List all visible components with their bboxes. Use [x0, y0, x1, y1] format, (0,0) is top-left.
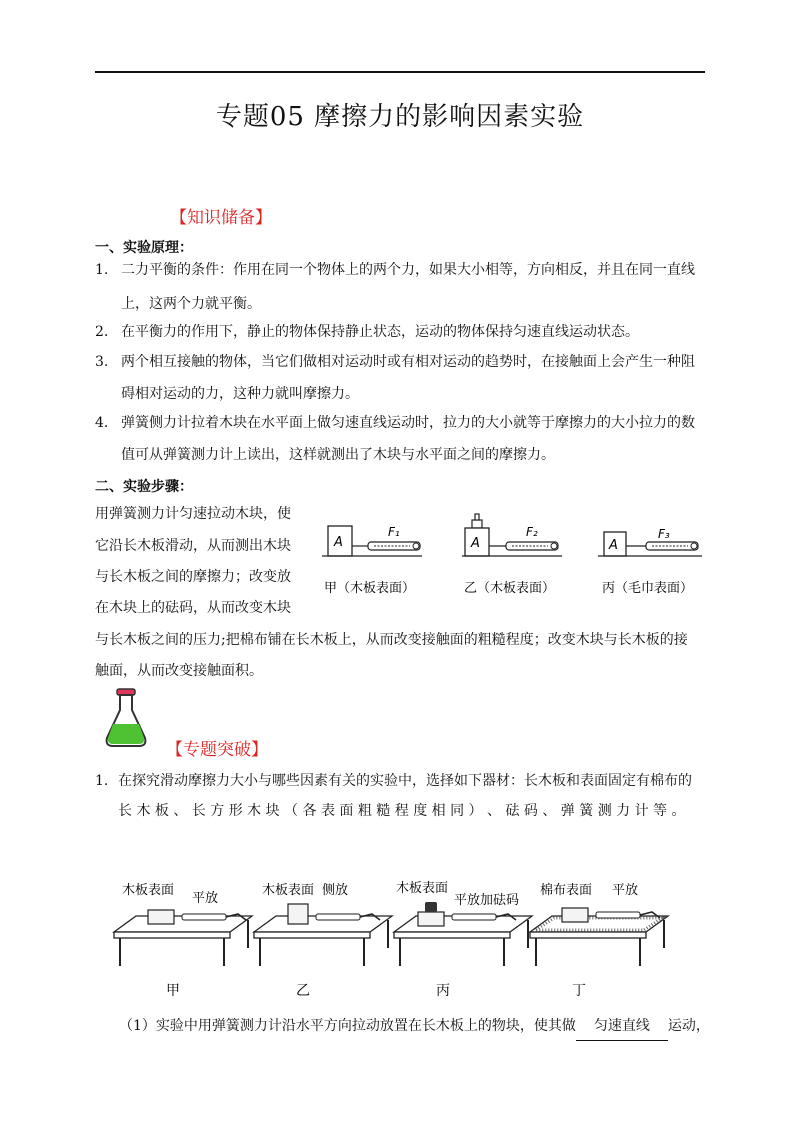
- principle-4-number: 4.: [95, 415, 109, 431]
- setup-jia-table: [114, 882, 252, 999]
- block-label: A: [471, 536, 480, 551]
- wood-block: [562, 908, 588, 922]
- setup-yi-table: [254, 882, 392, 999]
- setup-jia: [322, 525, 422, 596]
- mode-label: 侧放: [322, 883, 349, 898]
- principle-3-line2: 碍相对运动的力，这种力就叫摩擦力。: [121, 386, 359, 402]
- principle-2-line1: 在平衡力的作用下，静止的物体保持静止状态，运动的物体保持匀速直线运动状态。: [121, 324, 639, 340]
- force-label-f3: F₃: [658, 527, 670, 541]
- flask-icon: [103, 688, 149, 750]
- surface-label: 棉布表面: [540, 883, 593, 898]
- answer-blank: 匀速直线: [576, 1012, 668, 1041]
- spring-scale: [452, 914, 496, 920]
- weight-handle: [475, 514, 479, 520]
- spring-scale: [316, 914, 360, 920]
- question-1-line1: 在探究滑动摩擦力大小与哪些因素有关的实验中，选择如下器材：长木板和表面固定有棉布的: [118, 773, 692, 789]
- question-1-line2: 长 木 板 、 长 方 形 木 块 （ 各 表 面 粗 糙 程 度 相 同 ） 、 砝 码 、 弹 簧 测 力 计 等 。: [118, 803, 686, 819]
- principle-heading: 一、实验原理：: [95, 240, 193, 256]
- caption-yi: 乙（木板表面）: [464, 581, 556, 596]
- surface-label: 木板表面: [262, 883, 315, 898]
- mode-label: 平放: [192, 891, 219, 906]
- principle-3-line1: 两个相互接触的物体，当它们做相对运动时或有相对运动的趋势时，在接触面上会产生一种阻: [121, 354, 695, 370]
- surface-label: 木板表面: [122, 883, 175, 898]
- header-rule: [95, 71, 705, 73]
- surface-label: 木板表面: [396, 881, 449, 896]
- question-1-number: 1.: [95, 773, 109, 789]
- steps-line-6: 触面，从而改变接触面积。: [95, 663, 263, 679]
- wood-block-side: [288, 904, 308, 924]
- force-label-f2: F₂: [526, 525, 538, 539]
- caption-ding: 丁: [572, 983, 586, 999]
- experiment-table-figure: [110, 880, 670, 1000]
- table-edge: [530, 932, 646, 938]
- setup-yi: [462, 514, 562, 596]
- weight-icon: [472, 520, 482, 528]
- steps-line-3: 与长木板之间的摩擦力；改变放: [95, 569, 291, 585]
- caption-jia: 甲（木板表面）: [324, 581, 416, 596]
- steps-line-1: 用弹簧测力计匀速拉动木块，使: [95, 506, 291, 522]
- sub-question-1-prefix: （1）实验中用弹簧测力计沿水平方向拉动放置在长木板上的物块，使其做: [119, 1018, 576, 1034]
- section-knowledge-heading: 【知识储备】: [170, 208, 272, 228]
- force-label-f1: F₁: [388, 525, 400, 539]
- wood-block: [418, 912, 444, 926]
- principle-3-number: 3.: [95, 354, 109, 370]
- principle-1-line1: 二力平衡的条件：作用在同一个物体上的两个力，如果大小相等，方向相反，并且在同一直线: [121, 262, 695, 278]
- steps-heading: 二、实验步骤：: [95, 479, 193, 495]
- block-label: A: [609, 538, 618, 553]
- spring-scale: [182, 914, 226, 920]
- caption-bing: 丙: [436, 983, 450, 999]
- steps-line-4: 在木块上的砝码，从而改变木块: [95, 600, 291, 616]
- principle-4-line2: 值可从弹簧测力计上读出，这样就测出了木块与水平面之间的摩擦力。: [121, 447, 555, 463]
- principle-1-line2: 上，这两个力就平衡。: [121, 296, 261, 312]
- setup-bing-table: [394, 880, 532, 999]
- section-breakthrough-heading: 【专题突破】: [166, 740, 268, 760]
- mode-label: 平放: [612, 883, 639, 898]
- setup-bing: [598, 527, 702, 596]
- steps-line-5: 与长木板之间的压力;把棉布铺在长木板上，从而改变接触面的粗糙程度；改变木块与长木板的接: [95, 632, 688, 648]
- table-edge: [254, 932, 370, 938]
- weight-icon: [425, 902, 437, 912]
- principle-1-number: 1.: [95, 262, 109, 278]
- table-edge: [114, 932, 230, 938]
- table-edge: [394, 932, 510, 938]
- setup-ding-table: [530, 882, 668, 999]
- block-label: A: [334, 535, 343, 550]
- sub-question-1-suffix: 运动，: [667, 1018, 710, 1034]
- caption-jia: 甲: [166, 983, 180, 999]
- caption-bing: 丙（毛巾表面）: [602, 581, 694, 596]
- steps-line-2: 它沿长木板滑动，从而测出木块: [95, 538, 291, 554]
- wood-block: [148, 910, 174, 924]
- sub-question-1: [119, 1012, 710, 1041]
- principle-2-number: 2.: [95, 324, 109, 340]
- principle-4-line1: 弹簧侧力计拉着木块在水平面上做匀速直线运动时，拉力的大小就等于摩擦力的大小拉力的数: [121, 415, 695, 431]
- friction-setup-figure: [322, 508, 712, 603]
- caption-yi: 乙: [296, 983, 310, 999]
- mode-label: 平放加砝码: [454, 893, 520, 908]
- document-title: 专题05 摩擦力的影响因素实验: [215, 102, 585, 132]
- spring-scale: [596, 912, 640, 918]
